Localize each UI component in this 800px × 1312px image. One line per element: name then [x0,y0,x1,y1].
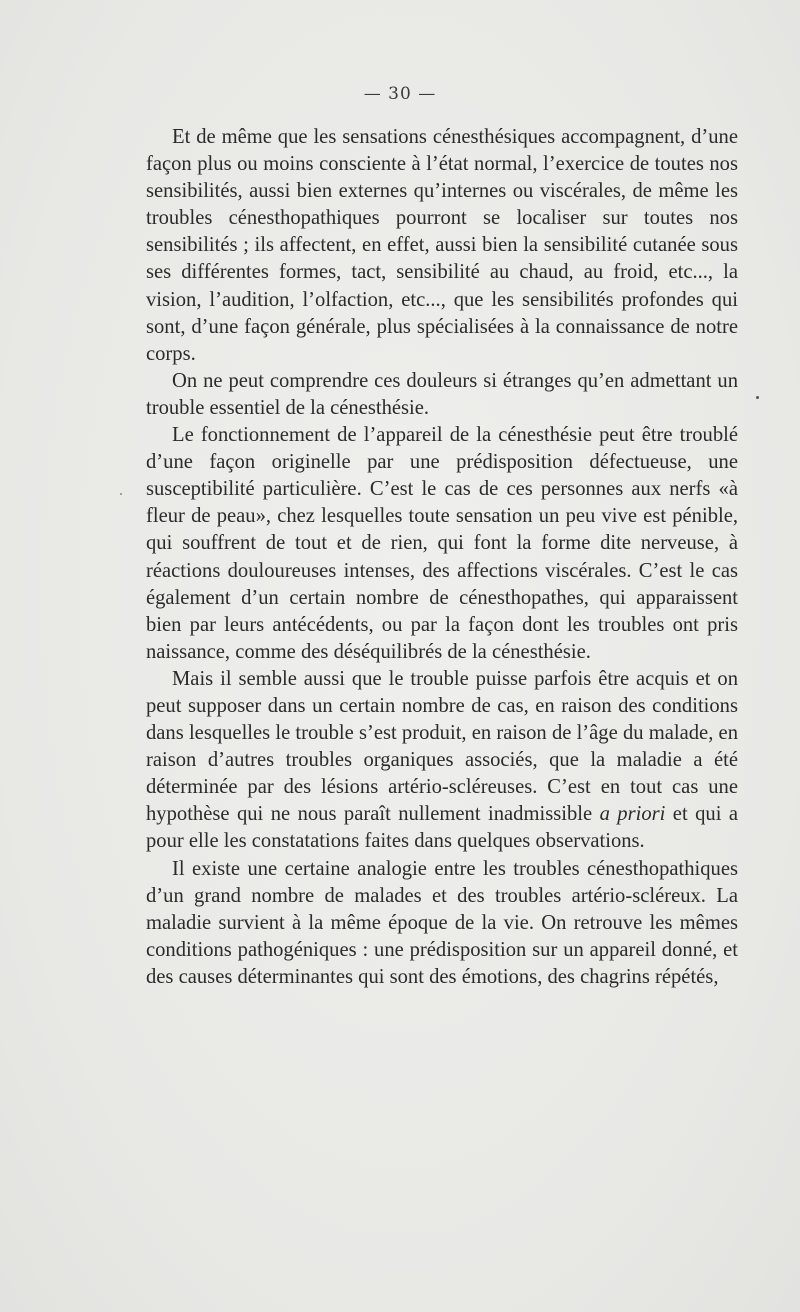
paragraph-3: Le fonctionnement de l’appareil de la cénesthésie peut être troublé d’une façon originelle par une prédisposition défectueuse, une susceptibilité particulière. C’est le cas de ces personnes aux nerfs «à fleur de peau», chez lesquelles toute sensation un peu vive est pénible, qui souffrent de tout et de rien, qui font la forme dite nerveuse, à réactions douloureuses intenses, des affections viscérales. C’est le cas également d’un certain nombre de cénesthopathes, qui apparaissent bien par leurs antécédents, ou par la façon dont les troubles ont pris naissance, comme des déséquilibrés de la cénesthésie. [146,424,738,663]
paper-speck [120,493,122,495]
paragraph-4 [146,666,738,856]
paragraph-4-text-after: et qui a pour elle les constatations faites dans quelques observations. [146,803,739,853]
paragraph-5: Il existe une certaine analogie entre les troubles cénesthopathiques d’un grand nombre de malades et des troubles artério-scléreux. La maladie survient à la même époque de la vie. On retrouve les mêmes conditions pathogéniques : une prédisposition sur un appareil donné, et des causes déterminantes qui sont des émotions, des chagrins répétés, [146,857,738,988]
italic-phrase: a priori [599,803,666,826]
page-number: — 30 — [363,84,437,104]
paragraph-4-text-before: Mais il semble aussi que le trouble puisse parfois être acquis et on peut supposer dans un certain nombre de cas, en raison des conditions dans lesquelles le trouble s’est produit, en raison de l’âge du malade, en raison d’autres troubles organiques associés, que la maladie a été déterminée par des lésions artério-scléreuses. C’est en tout cas une hypothèse qui ne nous paraît nullement inadmissible [146,667,738,826]
paragraph-2: On ne peut comprendre ces douleurs si étranges qu’en admettant un trouble essentiel de la cénesthésie. [146,369,738,419]
paragraph-1: Et de même que les sensations cénesthésiques accompagnent, d’une façon plus ou moins consciente à l’état normal, l’exercice de toutes nos sensibilités, aussi bien externes qu’internes ou viscérales, de même les troubles cénesthopathiques pourront se localiser sur toutes nos sensibilités ; ils affectent, en effet, aussi bien la sensibilité cutanée sous ses différentes formes, tact, sensibilité au chaud, au froid, etc..., la vision, l’audition, l’olfaction, etc..., que les sensibilités profondes qui sont, d’une façon générale, plus spécialisées à la connaissance de notre corps. [146,126,738,365]
paper-speck [756,396,759,399]
body-text [146,124,738,991]
